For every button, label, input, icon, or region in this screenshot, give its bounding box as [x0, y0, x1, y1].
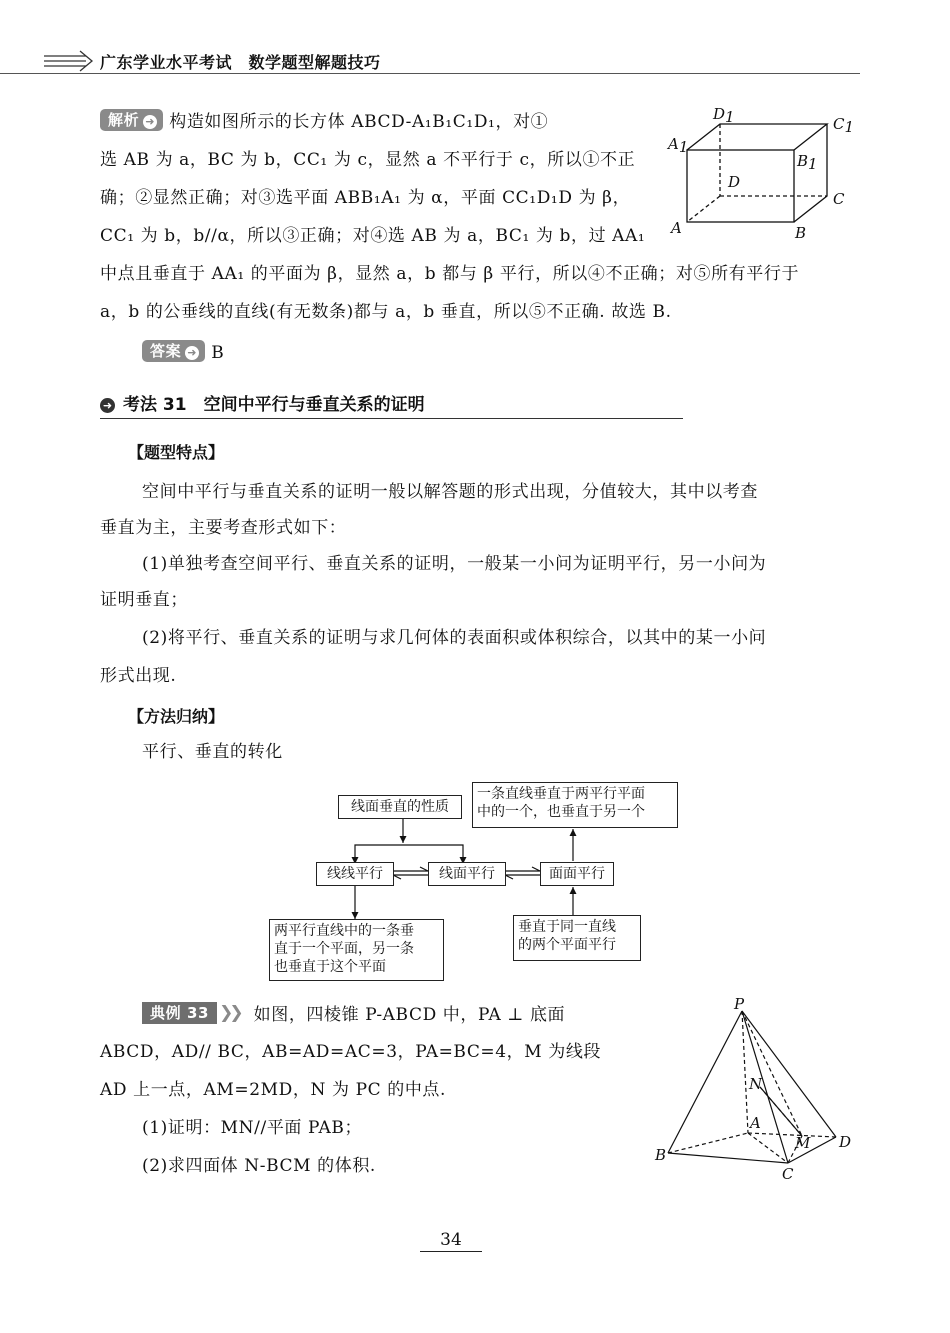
section-arrow-icon: ➜: [100, 398, 115, 413]
analysis-label: 解析 ➜: [100, 109, 163, 131]
box-two-planes: 一条直线垂直于两平行平面 中的一个，也垂直于另一个: [472, 782, 678, 828]
answer-value: B: [211, 343, 225, 363]
features-heading: 【题型特点】: [128, 443, 225, 462]
box-line-plane: 线面平行: [428, 862, 506, 886]
page-number: 34: [420, 1230, 482, 1252]
box-plane-plane: 面面平行: [540, 862, 614, 886]
answer-line: [142, 333, 224, 373]
cuboid-hidden-edges: [687, 124, 827, 222]
header-arrows-icon: [42, 50, 96, 72]
method-heading: 【方法归纳】: [128, 707, 225, 726]
label-A: A: [671, 219, 682, 237]
arrow-right-icon: ➜: [185, 346, 199, 360]
pyramid-figure: [650, 995, 860, 1185]
label-C: C: [833, 190, 845, 208]
example-line-5: (2)求四面体 N-BCM 的体积.: [142, 1156, 376, 1176]
box-perp-same: 垂直于同一直线 的两个平面平行: [513, 915, 641, 961]
cuboid-figure: [665, 100, 865, 245]
analysis-line-5: 中点且垂直于 AA₁ 的平面为 β，显然 a，b 都与 β 平行，所以④不正确；对⑤所有平行于: [100, 264, 800, 284]
label-P: P: [734, 995, 745, 1013]
label-B: B: [655, 1146, 667, 1164]
box-two-lines: 两平行直线中的一条垂 直于一个平面，另一条 也垂直于这个平面: [269, 919, 444, 981]
label-B1: B1: [797, 152, 818, 173]
example-line-1: 典例 33 ❯❯ 如图，四棱锥 P-ABCD 中，PA ⊥ 底面: [142, 993, 565, 1035]
analysis-line-2: 选 AB 为 a，BC 为 b，CC₁ 为 c，显然 a 不平行于 c，所以①不正: [100, 150, 636, 170]
label-B: B: [795, 224, 807, 242]
chevron-right-icon: ❯❯: [219, 1003, 240, 1023]
analysis-line-4: CC₁ 为 b，b//α，所以③正确；对④选 AB 为 a，BC₁ 为 b，过 AA₁: [100, 226, 646, 246]
features-line-4: 证明垂直；: [100, 590, 188, 610]
arrow-right-icon: ➜: [143, 115, 157, 129]
features-line-1: 空间中平行与垂直关系的证明一般以解答题的形式出现，分值较大，其中以考查: [142, 482, 758, 502]
box-line-line: 线线平行: [316, 862, 394, 886]
label-D: D: [728, 173, 741, 191]
label-C1: C1: [833, 115, 855, 136]
label-N: N: [749, 1075, 763, 1093]
section-heading: ➜ 考法 31 空间中平行与垂直关系的证明: [100, 390, 683, 419]
box-line-plane-perp: 线面垂直的性质: [338, 795, 462, 819]
cuboid-right-edges: [794, 124, 827, 222]
label-C: C: [782, 1165, 794, 1183]
label-M: M: [795, 1134, 811, 1152]
features-line-5: (2)将平行、垂直关系的证明与求几何体的表面积或体积综合，以其中的某一小问: [142, 628, 767, 648]
example-line-3: AD 上一点，AM=2MD，N 为 PC 的中点.: [100, 1080, 447, 1100]
example-label: 典例 33: [142, 1002, 217, 1024]
analysis-line-3: 确；②显然正确；对③选平面 ABB₁A₁ 为 α，平面 CC₁D₁D 为 β，: [100, 188, 631, 208]
features-line-3: (1)单独考查空间平行、垂直关系的证明，一般某一小问为证明平行，另一小问为: [142, 554, 767, 574]
example-line-2: ABCD，AD// BC，AB=AD=AC=3，PA=BC=4，M 为线段: [100, 1042, 602, 1062]
header-rule: [0, 73, 860, 74]
method-subtitle: 平行、垂直的转化: [142, 742, 283, 762]
header-title: 广东学业水平考试 数学题型解题技巧: [100, 53, 381, 72]
features-line-2: 垂直为主，主要考查形式如下：: [100, 518, 347, 538]
analysis-line-6: a，b 的公垂线的直线(有无数条)都与 a，b 垂直，所以⑤不正确. 故选 B.: [100, 302, 672, 322]
features-line-6: 形式出现.: [100, 666, 177, 686]
example-line-4: (1)证明：MN//平面 PAB；: [142, 1118, 363, 1138]
cuboid-top-edges: [687, 124, 827, 150]
label-A1: A1: [668, 135, 689, 156]
answer-label: 答案 ➜: [142, 340, 205, 362]
label-D: D: [839, 1133, 852, 1151]
label-A: A: [750, 1114, 761, 1132]
analysis-line-1: 解析 ➜ 构造如图所示的长方体 ABCD-A₁B₁C₁D₁，对①: [100, 102, 548, 142]
cuboid-front-face: [687, 150, 794, 222]
label-D1: D1: [713, 105, 735, 126]
